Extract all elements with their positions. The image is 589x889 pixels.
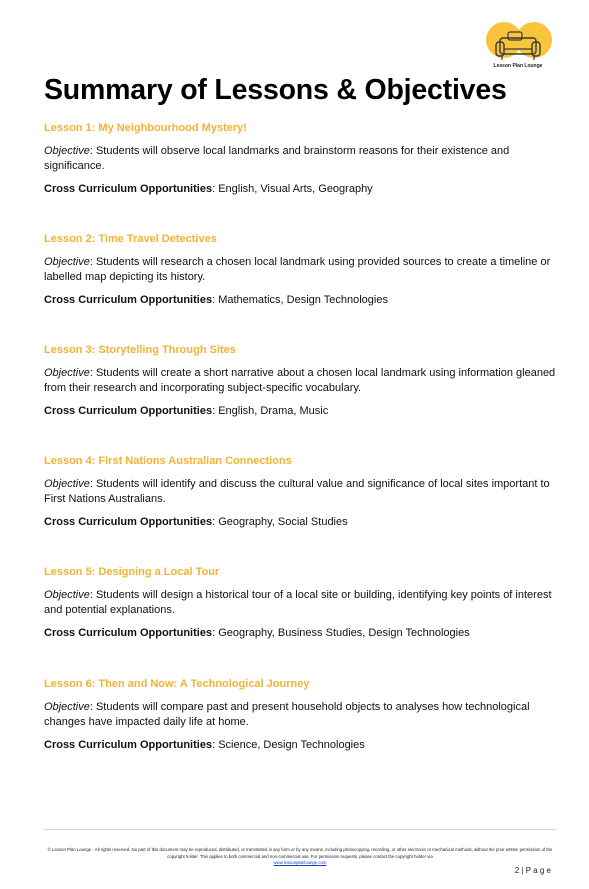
objective-label: Objective — [44, 256, 90, 268]
cross-curriculum-text: : Mathematics, Design Technologies — [212, 294, 388, 306]
objective-label: Objective — [44, 145, 90, 157]
page-number-value: 2 — [514, 866, 520, 875]
logo-text: Lesson Plan Lounge — [493, 63, 543, 69]
cross-curriculum-text: : Geography, Business Studies, Design Technologies — [212, 627, 470, 639]
cross-curriculum — [44, 626, 556, 641]
objective-text: : Students will research a chosen local landmark using provided sources to create a timeline or labelled map depicting its history. — [44, 256, 551, 283]
lesson-title: Lesson 4: First Nations Australian Connections — [44, 455, 292, 467]
cross-curriculum-text: : English, Visual Arts, Geography — [212, 183, 373, 195]
lesson-title: Lesson 3: Storytelling Through Sites — [44, 344, 236, 356]
objective-text: : Students will design a historical tour of a local site or building, identifying key points of interest and potential explanations. — [44, 589, 552, 616]
cross-curriculum-label: Cross Curriculum Opportunities — [44, 739, 213, 751]
cross-curriculum-label: Cross Curriculum Opportunities — [44, 405, 213, 417]
lesson-objective — [44, 366, 556, 396]
objective-text: : Students will observe local landmarks and brainstorm reasons for their existence and significance. — [44, 145, 510, 172]
lesson-section — [44, 121, 556, 197]
lesson-objective — [44, 255, 556, 285]
lesson-section — [44, 677, 556, 753]
copyright-text: © Lesson Plan Lounge - All rights reserved. No part of this document may be reproduced, distributed, or transmitted in any form or by any means, including photocopying, recording, or other electronic or mechanical methods, without the prior written permission of the copyright holder. This applies to both commercial and non-commercial use. For permission requests, please contact the copyright holder via — [47, 847, 553, 859]
page-word: P a g e — [525, 866, 551, 875]
lesson-title: Lesson 1: My Neighbourhood Mystery! — [44, 122, 247, 134]
cross-curriculum-text: : Science, Design Technologies — [212, 739, 365, 751]
objective-text: : Students will create a short narrative about a chosen local landmark using information gleaned from their research and incorporating subject-specific vocabulary. — [44, 367, 556, 394]
cross-curriculum — [44, 182, 556, 197]
lesson-title: Lesson 6: Then and Now: A Technological Journey — [44, 678, 310, 690]
lesson-section — [44, 232, 556, 308]
cross-curriculum — [44, 738, 556, 753]
lesson-objective — [44, 588, 556, 618]
objective-label: Objective — [44, 367, 90, 379]
page-title: Summary of Lessons & Objectives — [44, 74, 507, 106]
objective-label: Objective — [44, 589, 90, 601]
page-separator: | — [521, 866, 524, 875]
footer-divider — [44, 829, 556, 830]
website-link[interactable]: www.lessonplanlounge.com — [273, 860, 327, 865]
cross-curriculum — [44, 293, 556, 308]
cross-curriculum-label: Cross Curriculum Opportunities — [44, 627, 213, 639]
lesson-objective — [44, 700, 556, 730]
lesson-objective — [44, 144, 556, 174]
objective-text: : Students will compare past and present household objects to analyses how technological changes have impacted daily life at home. — [44, 701, 530, 728]
cross-curriculum — [44, 515, 556, 530]
objective-text: : Students will identify and discuss the cultural value and significance of local sites important to First Nations Australians. — [44, 478, 550, 505]
cross-curriculum-text: : English, Drama, Music — [212, 405, 329, 417]
lesson-title: Lesson 2: Time Travel Detectives — [44, 233, 217, 245]
lesson-section — [44, 454, 556, 530]
cross-curriculum-label: Cross Curriculum Opportunities — [44, 516, 213, 528]
lesson-title: Lesson 5: Designing a Local Tour — [44, 566, 220, 578]
cross-curriculum-text: : Geography, Social Studies — [212, 516, 348, 528]
objective-label: Objective — [44, 701, 90, 713]
footer-copyright — [44, 847, 556, 867]
cross-curriculum — [44, 404, 556, 419]
lesson-objective — [44, 477, 556, 507]
cross-curriculum-label: Cross Curriculum Opportunities — [44, 294, 213, 306]
page-number — [515, 866, 551, 875]
cross-curriculum-label: Cross Curriculum Opportunities — [44, 183, 213, 195]
lesson-section — [44, 565, 556, 641]
objective-label: Objective — [44, 478, 90, 490]
lesson-section — [44, 343, 556, 419]
